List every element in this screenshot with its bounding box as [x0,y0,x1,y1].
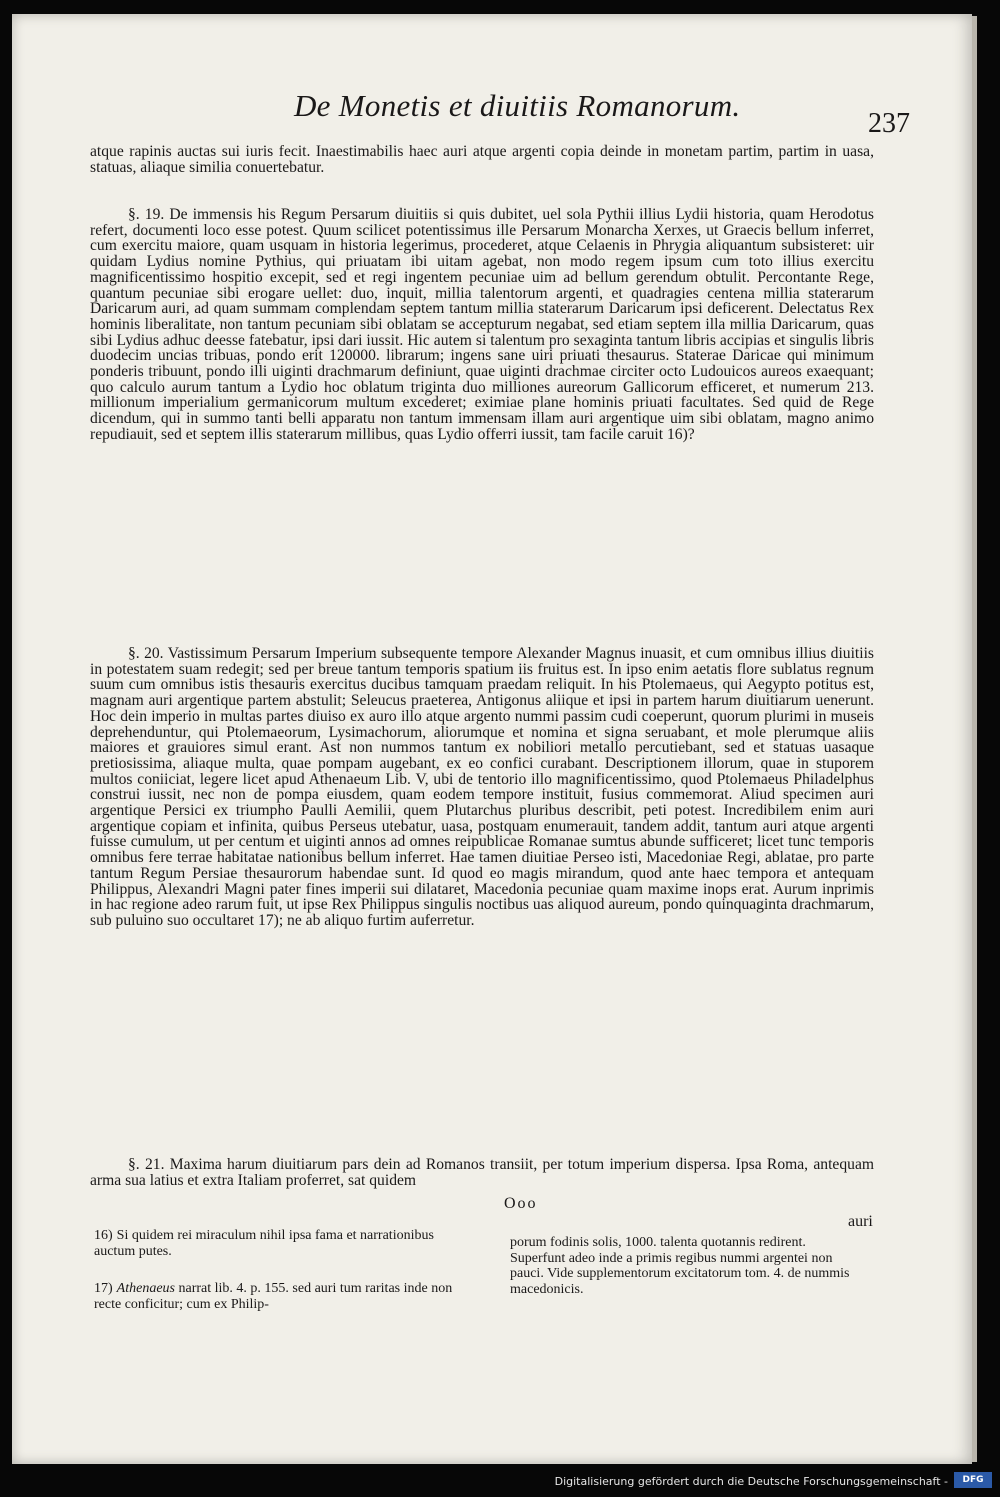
book-page [12,14,972,1464]
page-number: 237 [868,108,910,139]
dfg-logo-icon: DFG [954,1472,992,1488]
paragraph-text: §. 21. Maxima harum diuitiarum pars dein ad Romanos transiit, per totum imperium dispersa. Ipsa Roma, antequam arma sua latius et extra Italiam proferret, sat quidem [90,1156,874,1189]
footnote-17 [94,1281,464,1312]
footnote-text: Si quidem rei miraculum nihil ipsa fama et narrationibus auctum putes. [94,1228,434,1259]
footnote-text: narrat lib. 4. p. 155. sed auri tum raritas inde non recte conficitur; cum ex Philip- [94,1281,453,1312]
paragraph-section-21 [90,1157,874,1188]
paragraph-text: §. 20. Vastissimum Persarum Imperium subsequente tempore Alexander Magnus inuasit, et cum omnibus illius diuitiis in potestatem suam redegit; sed per breue tantum temporis spatium iis fruitus est. In ipso enim aetatis flore sublatus regnum suum cum omnibus istis thesauris exercitus ducibus tamquam praedam reliquit. In his Ptolemaeus, qui Aegypto potitus est, magnam auri argentique partem abstulit; Seleucus praeterea, Antigonus aliique et ipsi in partem harum diuitiarum uenerunt. Hoc dein imperio in multas partes diuiso ex auro illo atque argento nummi passim cudi coeperunt, quorum plurimi in museis deprehenduntur, qui Ptolemaeorum, Lysimachorum, aliorumque et nomina et signa seruabant, et mole plerumque aliis maiores et grauiores simul erant. Ast non nummos tantum ex nobiliori metallo percutiebant, sed et statuas uasaque pretiosissima, aliaque multa, quae pompam augebant, ex eo confici curabant. Descriptionem illorum, quae in stuporem multos coniiciat, legere licet apud Athenaeum Lib. V, ubi de tentorio illo magnificentissimo, quod Ptolemaeus Philadelphus construi iussit, nec non de pompa eiusdem, quam eodem tempore instituit, fusius commemorat. Aliud specimen auri argentique Persici ex triumpho Paulli Aemilii, quem Plutarchus pluribus describit, peti potest. Incredibilem enim auri argentique copiam et infinita, quibus Perseus utebatur, uasa, postquam enumerauit, tandem addit, tantum auri atque argenti fuisse cumulum, ut per centum et uiginti annos ad omnes reipublicae Romanae sumtus abunde sufficeret; licet tunc temporis omnibus fere terrae habitatae nationibus bellum inferret. Hae tamen diuitiae Perseo isti, Macedoniae Regi, ablatae, pro parte tantum Regum Persiae thesaurorum habendae sunt. Id quod eo magis mirandum, quod ante haec tempora et antequam Philippus, Alexandri Magni pater fines imperii sui dilataret, Macedonia pecuniae quam maxime inops erat. Aurum inprimis in hac regione adeo rarum fuit, ut ipse Rex Philippus singulis noctibus uas aliquod aureum, pondo quinquaginta drachmarum, sub puluino suo occultaret 17); ne ab aliquo furtim auferretur. [90,645,874,929]
footnote-author: Athenaeus [116,1281,175,1296]
paragraph-text: §. 19. De immensis his Regum Persarum diuitiis si quis dubitet, uel sola Pythii illius Lydii historia, quam Herodotus refert, documenti loco esse potest. Quum scilicet potentissimus ille Persarum Monarcha Xerxes, ut Graecis bellum inferret, cum exercitu maiore, quam usquam in historia legerimus, procederet, atque Celaenis in Phrygia aliquantum subsisteret: uir quidam Lydius nomine Pythius, qui priuatam ibi uitam agebat, non modo regem ipsum cum toto illius exercitu magnificentissimo hospitio excepit, sed et regi ingentem pecuniae uim ad bellum gerendum obtulit. Percontante Rege, quantum pecuniae sibi erogare uellet: duo, inquit, millia talentorum argenti, et quadragies centena millia staterarum Daricarum auri, ad quam summam complendam septem tantum millia staterarum Daricarum ipsi deficerent. Delectatus Rex hominis liberalitate, non tantum pecuniam sibi oblatam se accepturum negabat, sed etiam septem illa millia Daricarum, quas sibi Lydius adhuc deesse fatebatur, ipsi dari iussit. Hic autem si talentum pro sexaginta tantum libris accipias et singulis libris duodecim uncias tribuas, pondo erit 120000. librarum; ingens sane uiri priuati thesaurus. Staterae Daricae qui minimum ponderis tribuunt, pondo illi uiginti drachmarum definiunt, quae uiginti drachmae circiter octo Ludouicos aureos exaequant; quo calculo aurum tantum a Lydio hoc oblatum triginta duo milliones aureorum Gallicorum efficeret, et numerum 213. millionum imperialium germanicorum multum excederet; eximiae plane hominis priuati facultates. Sed quid de Rege dicendum, qui in summo tanti belli apparatu non tantum immensam illam auri argentique uim sibi oblatam, magno animo repudiauit, sed et septem illis staterarum millibus, quas Lydio offerri iussit, tam facile caruit 16)? [90,206,874,443]
paragraph-text: atque rapinis auctas sui iuris fecit. Inaestimabilis haec auri atque argenti copia deinde in monetam partim, partim in uasa, statuas, aliaque similia conuertebatur. [90,143,874,176]
footnote-17-continuation: porum fodinis solis, 1000. talenta quotannis redirent. Superfunt adeo inde a primis regibus nummi argentei non pauci. Vide supplementorum excitatorum tom. 4. de nummis macedonicis. [510,1235,850,1297]
paragraph-continuation [90,144,874,175]
signature-mark: Ooo [504,1195,538,1212]
paragraph-section-20 [90,646,874,929]
catchword: auri [848,1213,873,1230]
credit-bar [0,1464,1000,1497]
paragraph-section-19 [90,207,874,443]
page-header [84,78,912,138]
page-edge [972,16,977,1462]
credit-text: Digitalisierung gefördert durch die Deutsche Forschungsgemeinschaft - [554,1475,948,1488]
footnote-mark: 16) [94,1228,113,1243]
footnote-mark: 17) [94,1281,113,1296]
footnote-16 [94,1228,464,1259]
running-title: De Monetis et diuitiis Romanorum. [294,88,741,123]
